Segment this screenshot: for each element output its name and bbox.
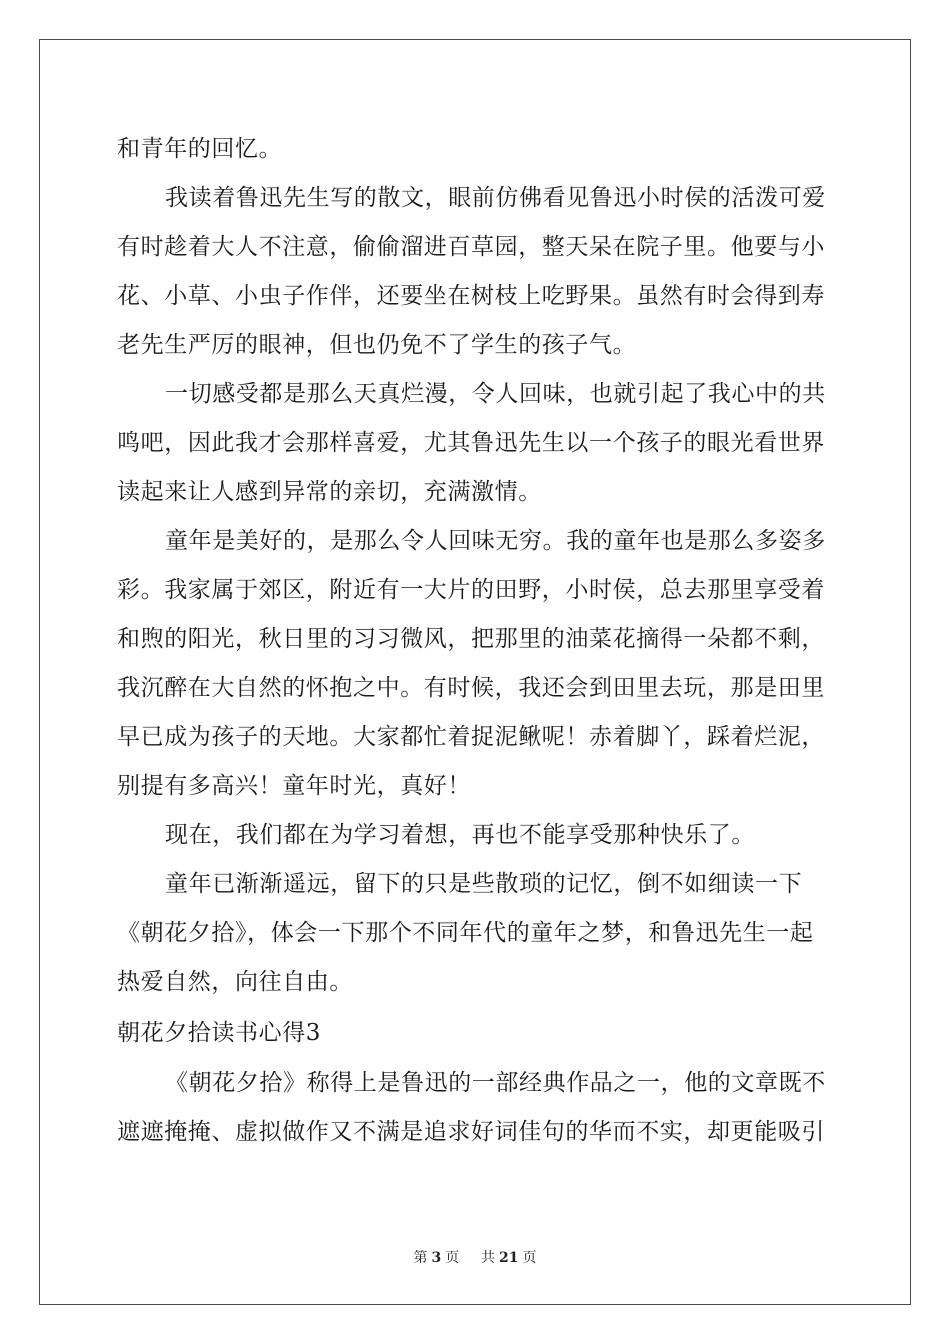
- text-line: 鸣吧，因此我才会那样喜爱，尤其鲁迅先生以一个孩子的眼光看世界: [117, 430, 825, 456]
- text-line: 我读着鲁迅先生写的散文，眼前仿佛看见鲁迅小时侯的活泼可爱: [165, 185, 826, 211]
- text-line: 别提有多高兴！童年时光，真好！: [117, 773, 471, 799]
- text-line: 和青年的回忆。: [117, 136, 283, 162]
- text-line: 热爱自然，向往自由。: [117, 969, 353, 995]
- text-line: 童年是美好的，是那么令人回味无穷。我的童年也是那么多姿多: [165, 528, 826, 554]
- footer-page-number: 3: [431, 1250, 442, 1266]
- footer-total-suffix: 页: [522, 1250, 537, 1266]
- text-line: 《朝花夕拾》称得上是鲁迅的一部经典作品之一，他的文章既不: [165, 1070, 826, 1096]
- page-footer: [0, 1247, 950, 1267]
- text-line: 早已成为孩子的天地。大家都忙着捉泥鳅呢！赤着脚丫，踩着烂泥，: [117, 724, 825, 750]
- text-line: 彩。我家属于郊区，附近有一大片的田野，小时侯，总去那里享受着: [117, 577, 825, 603]
- text-line: 《朝花夕拾》，体会一下那个不同年代的童年之梦，和鲁迅先生一起: [117, 920, 814, 946]
- footer-prefix: 第: [413, 1250, 428, 1266]
- text-line: 花、小草、小虫子作伴，还要坐在树枝上吃野果。虽然有时会得到寿: [117, 283, 825, 309]
- text-line: 我沉醉在大自然的怀抱之中。有时候，我还会到田里去玩，那是田里: [117, 675, 825, 701]
- text-line: 童年已渐渐遥远，留下的只是些散琐的记忆，倒不如细读一下: [165, 871, 803, 897]
- text-line: 老先生严厉的眼神，但也仍免不了学生的孩子气。: [117, 332, 637, 358]
- text-line: 读起来让人感到异常的亲切，充满激情。: [117, 479, 542, 505]
- document-body: [117, 128, 834, 1160]
- text-line: 和煦的阳光，秋日里的习习微风，把那里的油菜花摘得一朵都不剩，: [117, 626, 825, 652]
- footer-total-pages: 21: [499, 1250, 519, 1266]
- footer-total-prefix: 共: [481, 1250, 496, 1266]
- text-line: 现在，我们都在为学习着想，再也不能享受那种快乐了。: [165, 822, 755, 848]
- paragraph-block-after-heading: [117, 1062, 834, 1160]
- section-heading: 朝花夕拾读书心得3: [117, 1020, 322, 1046]
- text-line: 有时趁着大人不注意，偷偷溜进百草园，整天呆在院子里。他要与小: [117, 234, 825, 260]
- paragraph-block: [117, 128, 834, 1010]
- footer-page-suffix: 页: [445, 1250, 460, 1266]
- text-line: 一切感受都是那么天真烂漫，令人回味，也就引起了我心中的共: [165, 381, 826, 407]
- text-line: 遮遮掩掩、虚拟做作又不满是追求好词佳句的华而不实，却更能吸引: [117, 1119, 825, 1145]
